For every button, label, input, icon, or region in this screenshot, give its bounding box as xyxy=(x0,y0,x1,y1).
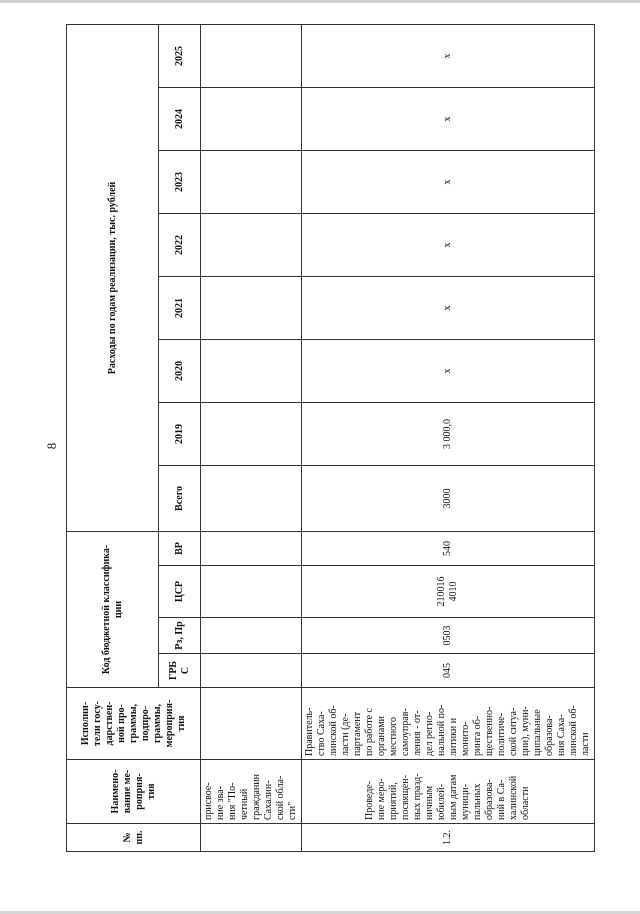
cell-total xyxy=(201,465,302,531)
cell-2024 xyxy=(201,87,302,150)
row-executors: Правитель- ство Саха- линской об- ласти (де- партамент по работе с органами местного самоуправ- ления - от- дел регио- нальной по- литики и монито- ринга об- щественно- политиче- ской ситуа- ции), муни- ципальные образова- ния Саха- линской об- ласти xyxy=(302,688,595,760)
cell-2019 xyxy=(201,402,302,465)
cell-vr: 540 xyxy=(302,531,595,565)
header-year-2022: 2022 xyxy=(159,213,201,276)
cell-2020: x xyxy=(302,339,595,402)
cell-2022 xyxy=(201,213,302,276)
cell-2025: x xyxy=(302,24,595,87)
table-row xyxy=(302,24,595,851)
row-num xyxy=(201,824,302,852)
rotated-table-area xyxy=(66,24,591,852)
cell-2021 xyxy=(201,276,302,339)
header-executors: Исполни- тели госу- дарствен- ной про- граммы, подпро- граммы, мероприя- тия xyxy=(67,688,201,760)
cell-rzpr xyxy=(201,618,302,654)
header-expenses: Расходы по годам реализации, тыс. рублей xyxy=(67,24,159,531)
header-grbs: ГРБ С xyxy=(159,654,201,688)
cell-2020 xyxy=(201,339,302,402)
header-year-2024: 2024 xyxy=(159,87,201,150)
header-csr: ЦСР xyxy=(159,566,201,618)
cell-2023 xyxy=(201,150,302,213)
page-number: 8 xyxy=(44,442,59,450)
header-year-2019: 2019 xyxy=(159,402,201,465)
cell-csr xyxy=(201,566,302,618)
row-name: Проведе- ние меро- приятий, посвящен- ных празд- ничным юбилей- ным датам муници- пальных образова- ний в Са- халинской области xyxy=(302,760,595,824)
table-row xyxy=(201,24,302,851)
header-year-2020: 2020 xyxy=(159,339,201,402)
cell-csr: 210016 4010 xyxy=(302,566,595,618)
header-vr: ВР xyxy=(159,531,201,565)
cell-grbs xyxy=(201,654,302,688)
header-year-2025: 2025 xyxy=(159,24,201,87)
header-total: Всего xyxy=(159,465,201,531)
cell-rzpr: 0503 xyxy=(302,618,595,654)
scan-edge-top xyxy=(0,0,640,3)
cell-grbs: 045 xyxy=(302,654,595,688)
cell-2025 xyxy=(201,24,302,87)
cell-2021: x xyxy=(302,276,595,339)
cell-2022: x xyxy=(302,213,595,276)
header-budget-code: Код бюджетной классифика- ции xyxy=(67,531,159,687)
cell-2024: x xyxy=(302,87,595,150)
cell-vr xyxy=(201,531,302,565)
header-rzpr: Рз, Пр xyxy=(159,618,201,654)
row-executors xyxy=(201,688,302,760)
header-num: № пп. xyxy=(67,824,201,852)
header-name: Наимено- вание ме- роприя- тия xyxy=(67,760,201,824)
cell-2023: x xyxy=(302,150,595,213)
row-name: присвое- ние зва- ния "По- четный гражданин Сахалин- ской обла- сти" xyxy=(201,760,302,824)
budget-table-sheet xyxy=(66,24,591,852)
cell-total: 3000 xyxy=(302,465,595,531)
budget-table xyxy=(66,24,595,852)
cell-2019: 3 000,0 xyxy=(302,402,595,465)
header-year-2023: 2023 xyxy=(159,150,201,213)
header-year-2021: 2021 xyxy=(159,276,201,339)
row-num: 1.2. xyxy=(302,824,595,852)
